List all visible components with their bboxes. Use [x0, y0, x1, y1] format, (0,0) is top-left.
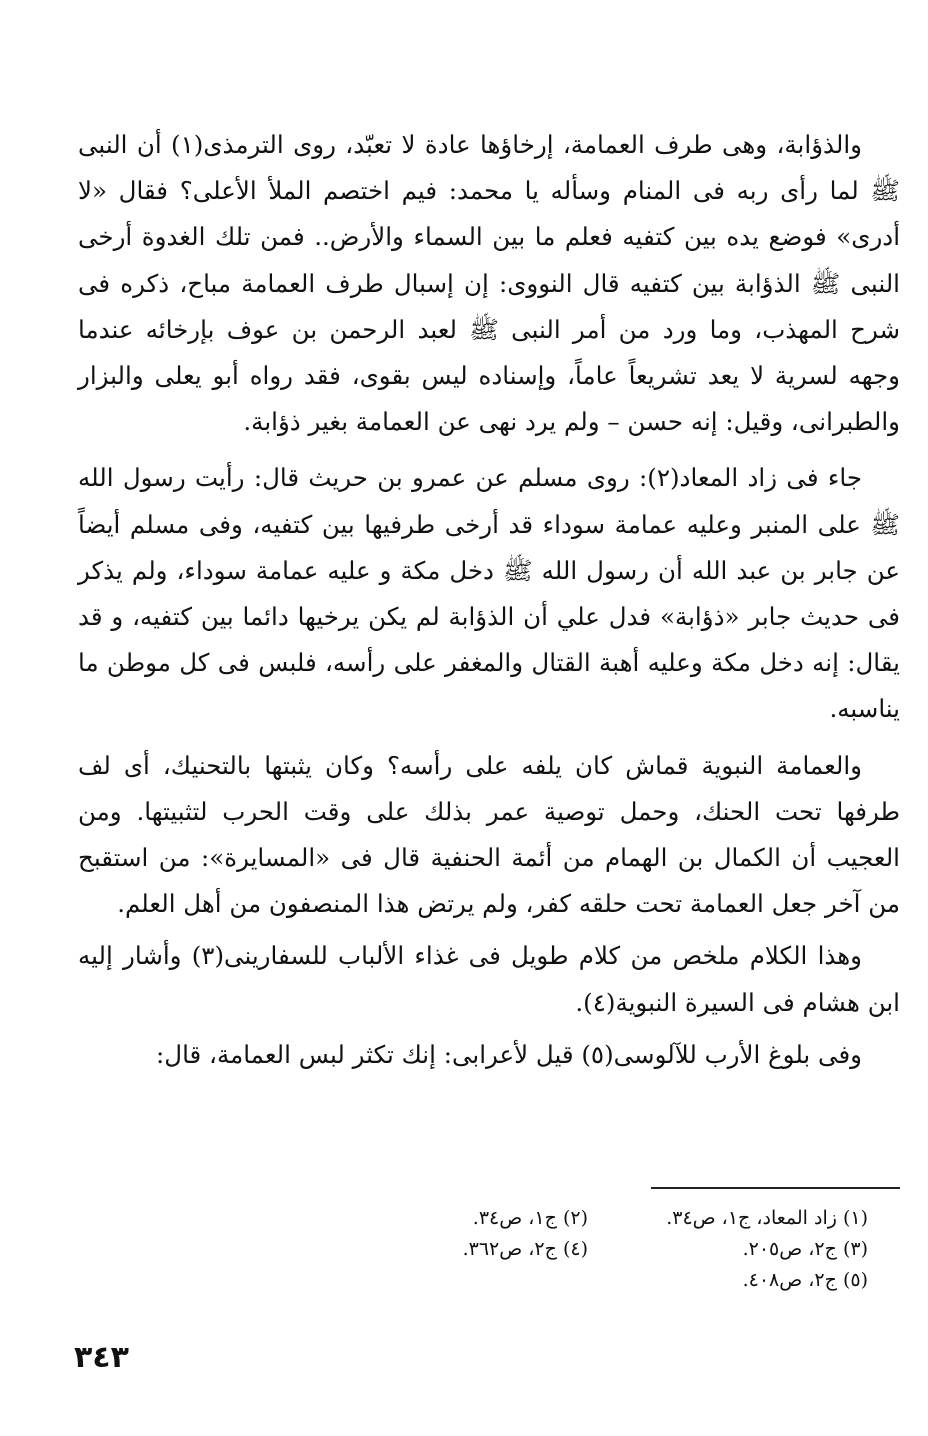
footnote-5: (٥) ج٢، ص٤٠٨.	[742, 1269, 868, 1291]
footnote-row	[300, 1234, 868, 1265]
main-text	[78, 122, 900, 1078]
page-number: ٣٤٣	[74, 1340, 129, 1375]
footnote-3: (٣) ج٢، ص٢٠٥.	[742, 1238, 868, 1260]
footnote-row	[300, 1203, 868, 1234]
footnote-divider	[651, 1187, 900, 1189]
footnote-row	[300, 1265, 868, 1296]
paragraph-turban-tail: والذؤابة، وهى طرف العمامة، إرخاؤها عادة لا تعبّد، روى الترمذى(١) أن النبى ﷺ لما رأى ربه فى المنام وسأله يا محمد: فيم اختصم الملأ الأعلى؟ فقال «لا أدرى» فوضع يده بين كتفيه فعلم ما بين السماء والأرض.. فمن تلك الغدوة أرخى النبى ﷺ الذؤابة بين كتفيه قال النووى: إن إسبال طرف العمامة مباح، ذكره فى شرح المهذب، وما ورد من أمر النبى ﷺ لعبد الرحمن بن عوف بإرخائه عندما وجهه لسرية لا يعد تشريعاً عاماً، وإسناده ليس بقوى، فقد رواه أبو يعلى والبزار والطبرانى، وقيل: إنه حسن – ولم يرد نهى عن العمامة بغير ذؤابة.	[78, 130, 900, 437]
footnote-2: (٢) ج١، ص٣٤.	[472, 1207, 588, 1229]
paragraph-bulugh-al-arab: وفى بلوغ الأرب للآلوسى(٥) قيل لأعرابى: إنك تكثر لبس العمامة، قال:	[156, 1039, 862, 1069]
footnote-1: (١) زاد المعاد، ج١، ص٣٤.	[666, 1207, 868, 1229]
paragraph-prophetic-turban: والعمامة النبوية قماش كان يلفه على رأسه؟ وكان يثبتها بالتحنيك، أى لف طرفها تحت الحنك، وحمل توصية عمر بذلك على وقت الحرب لتثبيتها. ومن العجيب أن الكمال بن الهمام من أئمة الحنفية قال فى «المسايرة»: من استقبح من آخر جعل العمامة تحت حلقه كفر، ولم يرتض هذا المنصفون من أهل العلم.	[78, 750, 900, 919]
footnotes	[300, 1203, 868, 1296]
footnote-empty	[308, 1265, 588, 1296]
paragraph-zad-al-maad: جاء فى زاد المعاد(٢): روى مسلم عن عمرو بن حريث قال: رأيت رسول الله ﷺ على المنبر وعليه عمامة سوداء قد أرخى طرفيها بين كتفيه، وفى مسلم أيضاً عن جابر بن عبد الله أن رسول الله ﷺ دخل مكة و عليه عمامة سوداء، ولم يذكر فى حديث جابر «ذؤابة» فدل علي أن الذؤابة لم يكن يرخيها دائما بين كتفيه، و قد يقال: إنه دخل مكة وعليه أهبة القتال والمغفر على رأسه، فلبس فى كل موطن ما يناسبه.	[78, 463, 900, 724]
footnote-4: (٤) ج٢، ص٣٦٢.	[462, 1238, 588, 1260]
paragraph-summary: وهذا الكلام ملخص من كلام طويل فى غذاء الألباب للسفارينى(٣) وأشار إليه ابن هشام فى السيرة النبوية(٤).	[78, 941, 900, 1017]
